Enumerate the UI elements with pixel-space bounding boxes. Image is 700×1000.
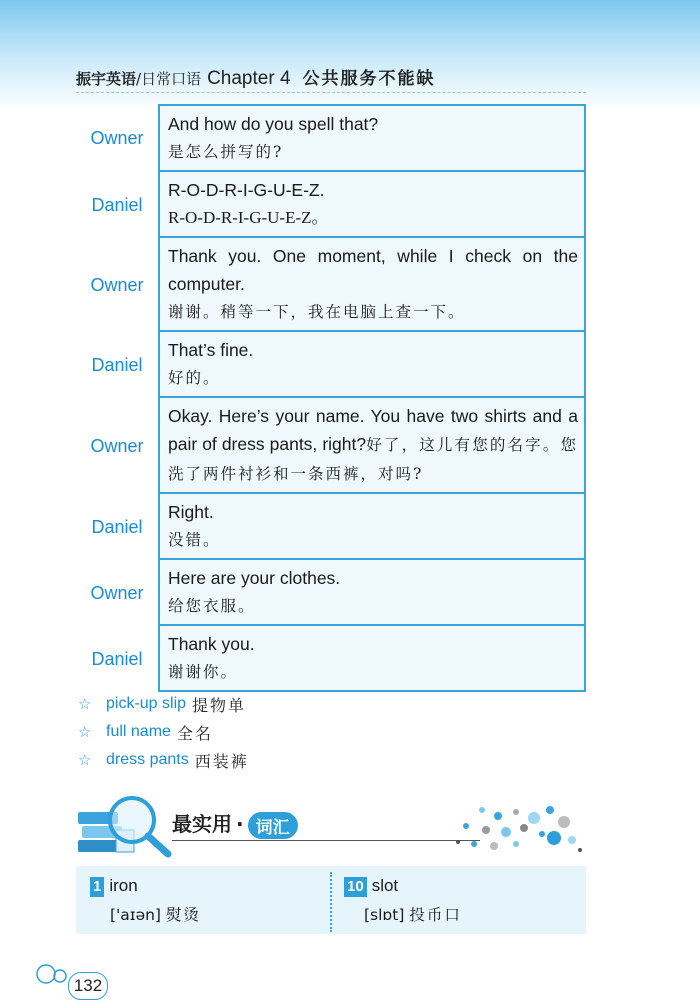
note-item bbox=[78, 718, 249, 746]
decorative-dots bbox=[446, 802, 586, 858]
title-separator: · bbox=[236, 812, 244, 836]
header-subtitle: /日常口语 bbox=[136, 70, 202, 88]
dialogue-box bbox=[158, 626, 586, 692]
star-icon: ☆ bbox=[78, 695, 92, 713]
star-icon: ☆ bbox=[78, 723, 92, 741]
dialogue-row bbox=[76, 626, 586, 692]
dialogue-row bbox=[76, 560, 586, 626]
english-line: Right. bbox=[168, 502, 214, 522]
note-term: dress pants bbox=[106, 751, 189, 768]
note-definition: 全名 bbox=[176, 723, 213, 743]
vocab-section-header bbox=[76, 788, 588, 858]
english-line: And how do you spell that? bbox=[168, 114, 379, 134]
vocab-badge: 词汇 bbox=[248, 812, 298, 839]
dialogue-row bbox=[76, 172, 586, 238]
english-line bbox=[168, 402, 578, 488]
note-definition: 西装裤 bbox=[194, 751, 249, 771]
header-divider bbox=[76, 92, 586, 93]
chinese-line: 没错。 bbox=[168, 531, 221, 549]
english-line: That’s fine. bbox=[168, 340, 254, 360]
star-icon: ☆ bbox=[78, 751, 92, 769]
dialogue-box bbox=[158, 398, 586, 494]
vocab-meaning: 投币口 bbox=[409, 906, 462, 924]
vocab-meaning: 熨烫 bbox=[165, 906, 201, 924]
chinese-line: 谢谢。稍等一下，我在电脑上查一下。 bbox=[168, 303, 466, 321]
chinese-inline-text: 好了，这儿有您的名字。您洗了两件衬衫和一条西裤，对吗? bbox=[168, 436, 578, 483]
note-item bbox=[78, 746, 249, 774]
speaker-label: Owner bbox=[90, 435, 144, 456]
dialogue-row bbox=[76, 104, 586, 172]
dialogue-box bbox=[158, 104, 586, 172]
header-chapter: Chapter 4 bbox=[207, 68, 291, 89]
page-number: 132 bbox=[68, 972, 108, 1000]
dialogue-box bbox=[158, 494, 586, 560]
dialogue-row bbox=[76, 238, 586, 332]
chinese-line: 是怎么拼写的? bbox=[168, 143, 284, 161]
chinese-line: 给您衣服。 bbox=[168, 597, 256, 615]
vocab-phonetic: [slɒt] bbox=[364, 906, 405, 924]
speaker-label: Daniel bbox=[91, 516, 143, 537]
vocab-title-text: 最实用 bbox=[172, 812, 232, 836]
note-item bbox=[78, 690, 249, 718]
english-line: R-O-D-R-I-G-U-E-Z. bbox=[168, 180, 325, 200]
speaker-label: Owner bbox=[90, 582, 144, 603]
section-underline bbox=[172, 840, 480, 841]
english-line: Here are your clothes. bbox=[168, 568, 341, 588]
header-chapter-title: 公共服务不能缺 bbox=[302, 69, 436, 89]
speaker-label: Owner bbox=[90, 274, 144, 295]
dialogue-row bbox=[76, 332, 586, 398]
header-brand: 振宇英语 bbox=[76, 70, 137, 88]
dialogue-box bbox=[158, 560, 586, 626]
dialogue-box bbox=[158, 172, 586, 238]
chinese-line: 谢谢你。 bbox=[168, 663, 239, 681]
note-term: full name bbox=[106, 723, 171, 740]
vocab-entry bbox=[344, 876, 462, 925]
english-line: Thank you. bbox=[168, 634, 255, 654]
dialogue-box bbox=[158, 238, 586, 332]
top-gradient-band bbox=[0, 0, 700, 112]
chinese-line: R-O-D-R-I-G-U-E-Z。 bbox=[168, 208, 329, 227]
magnifier-icon bbox=[96, 790, 176, 860]
dialogue-row bbox=[76, 398, 586, 494]
vocab-entry bbox=[90, 876, 201, 925]
english-text: Okay. Here’s your name. You have two shirts and a pair of dress pants, right? bbox=[168, 406, 578, 454]
vocab-pronunciation-line bbox=[110, 903, 201, 925]
vocab-pronunciation-line bbox=[364, 903, 462, 925]
dialogue-row bbox=[76, 494, 586, 560]
vocabulary-notes bbox=[78, 690, 249, 774]
vocab-number: 1 bbox=[90, 877, 104, 897]
vocab-panel bbox=[76, 866, 586, 934]
vocab-word: slot bbox=[371, 876, 399, 895]
speaker-label: Daniel bbox=[91, 354, 143, 375]
vocab-section-title bbox=[172, 808, 298, 839]
vocab-phonetic: ['aɪən] bbox=[110, 906, 161, 924]
note-term: pick-up slip bbox=[106, 695, 187, 712]
vocab-word: iron bbox=[109, 876, 138, 895]
speaker-label: Owner bbox=[90, 127, 144, 148]
dialogue-table bbox=[76, 104, 586, 692]
dialogue-box bbox=[158, 332, 586, 398]
vocab-number: 10 bbox=[344, 877, 367, 897]
chinese-line: 好的。 bbox=[168, 369, 221, 387]
running-header bbox=[76, 64, 436, 88]
note-definition: 提物单 bbox=[192, 695, 247, 715]
speaker-label: Daniel bbox=[91, 194, 143, 215]
vocab-divider bbox=[330, 872, 332, 932]
english-line: Thank you. One moment, while I check on the computer. bbox=[168, 246, 578, 294]
speaker-label: Daniel bbox=[91, 648, 143, 669]
